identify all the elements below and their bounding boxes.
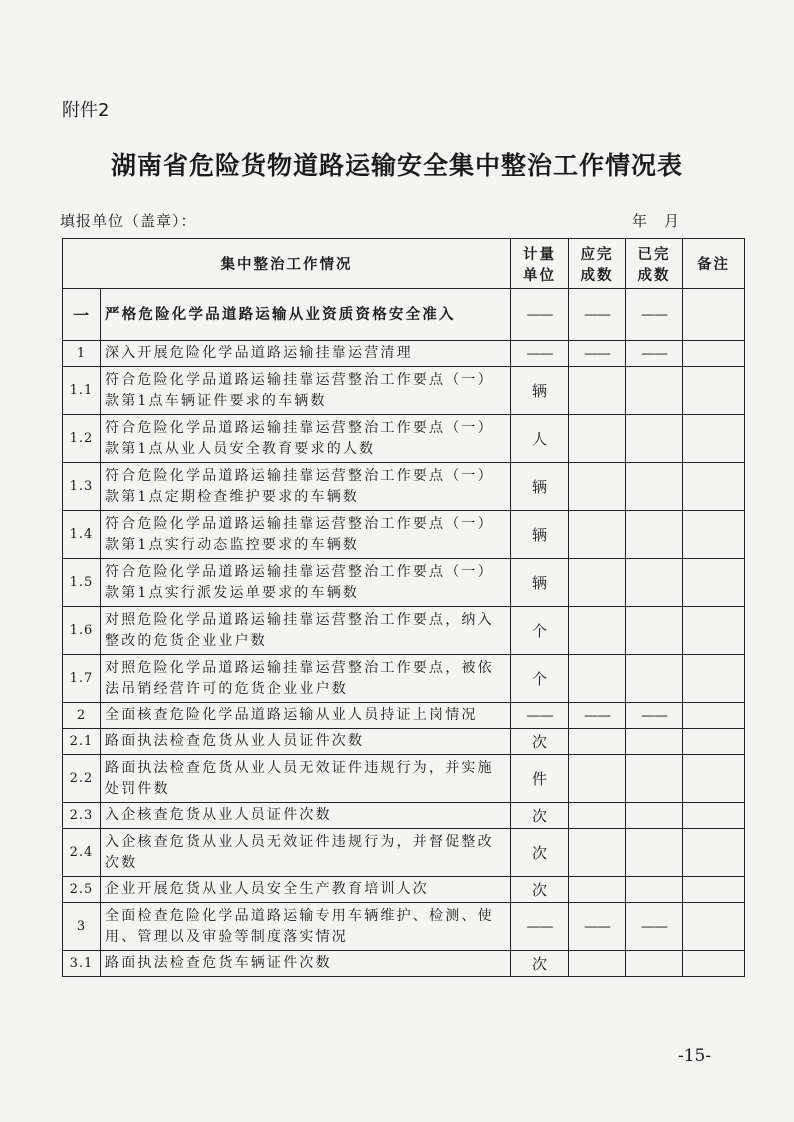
row-item: 路面执法检查危货从业人员无效证件违规行为，并实施处罚件数 — [101, 755, 511, 803]
table-row — [63, 289, 745, 341]
row-due — [569, 655, 626, 703]
row-unit: —— — [511, 903, 569, 951]
row-remark — [683, 703, 745, 729]
row-due — [569, 877, 626, 903]
row-number: 2.3 — [63, 803, 101, 829]
row-remark — [683, 803, 745, 829]
page-number: -15- — [678, 1046, 712, 1066]
date-label: 年 月 — [632, 212, 681, 230]
row-due: —— — [569, 703, 626, 729]
row-due — [569, 829, 626, 877]
table-row — [63, 755, 745, 803]
row-unit: 次 — [511, 877, 569, 903]
row-remark — [683, 829, 745, 877]
row-item: 符合危险化学品道路运输挂靠运营整治工作要点（一）款第1点实行动态监控要求的车辆数 — [101, 511, 511, 559]
row-item: 符合危险化学品道路运输挂靠运营整治工作要点（一）款第1点车辆证件要求的车辆数 — [101, 367, 511, 415]
row-done — [626, 607, 683, 655]
row-done — [626, 415, 683, 463]
row-number: 2 — [63, 703, 101, 729]
row-unit: 辆 — [511, 367, 569, 415]
row-done: —— — [626, 703, 683, 729]
table-row — [63, 341, 745, 367]
row-unit: 个 — [511, 655, 569, 703]
row-remark — [683, 415, 745, 463]
row-item: 路面执法检查危货车辆证件次数 — [101, 951, 511, 977]
row-unit: —— — [511, 289, 569, 341]
row-due: —— — [569, 341, 626, 367]
row-done: —— — [626, 289, 683, 341]
row-number: 1.6 — [63, 607, 101, 655]
row-remark — [683, 511, 745, 559]
header-due: 应完成数 — [569, 239, 626, 289]
row-done: —— — [626, 341, 683, 367]
row-done — [626, 367, 683, 415]
row-due — [569, 559, 626, 607]
row-item: 符合危险化学品道路运输挂靠运营整治工作要点（一）款第1点实行派发运单要求的车辆数 — [101, 559, 511, 607]
row-item: 符合危险化学品道路运输挂靠运营整治工作要点（一）款第1点定期检查维护要求的车辆数 — [101, 463, 511, 511]
row-unit: 次 — [511, 829, 569, 877]
row-remark — [683, 903, 745, 951]
row-number: 1.5 — [63, 559, 101, 607]
row-remark — [683, 951, 745, 977]
row-due — [569, 951, 626, 977]
row-item: 对照危险化学品道路运输挂靠运营整治工作要点，被依法吊销经营许可的危货企业业户数 — [101, 655, 511, 703]
table-row — [63, 951, 745, 977]
row-unit: 件 — [511, 755, 569, 803]
table-row — [63, 877, 745, 903]
row-unit: 辆 — [511, 559, 569, 607]
table-header-row — [63, 239, 745, 289]
row-unit: 辆 — [511, 463, 569, 511]
row-due — [569, 607, 626, 655]
table-row — [63, 655, 745, 703]
row-number: 一 — [63, 289, 101, 341]
row-remark — [683, 289, 745, 341]
row-number: 1.1 — [63, 367, 101, 415]
row-item: 对照危险化学品道路运输挂靠运营整治工作要点，纳入整改的危货企业业户数 — [101, 607, 511, 655]
row-unit: —— — [511, 703, 569, 729]
table-row — [63, 803, 745, 829]
row-item: 全面检查危险化学品道路运输专用车辆维护、检测、使用、管理以及审验等制度落实情况 — [101, 903, 511, 951]
row-number: 2.5 — [63, 877, 101, 903]
row-unit: 次 — [511, 951, 569, 977]
header-done: 已完成数 — [626, 239, 683, 289]
table-row — [63, 703, 745, 729]
table-row — [63, 415, 745, 463]
row-done: —— — [626, 903, 683, 951]
row-done — [626, 463, 683, 511]
row-number: 1.3 — [63, 463, 101, 511]
table-row — [63, 511, 745, 559]
table-row — [63, 559, 745, 607]
page-title: 湖南省危险货物道路运输安全集中整治工作情况表 — [110, 151, 683, 180]
row-item: 路面执法检查危货从业人员证件次数 — [101, 729, 511, 755]
row-due — [569, 803, 626, 829]
table-row — [63, 729, 745, 755]
row-remark — [683, 607, 745, 655]
row-remark — [683, 367, 745, 415]
row-unit: 次 — [511, 803, 569, 829]
row-number: 3.1 — [63, 951, 101, 977]
row-due — [569, 755, 626, 803]
row-number: 1.2 — [63, 415, 101, 463]
row-item: 企业开展危货从业人员安全生产教育培训人次 — [101, 877, 511, 903]
fill-info-row — [60, 210, 740, 231]
row-due — [569, 415, 626, 463]
row-number: 3 — [63, 903, 101, 951]
row-due: —— — [569, 903, 626, 951]
row-item: 入企核查危货从业人员无效证件违规行为，并督促整改次数 — [101, 829, 511, 877]
table-row — [63, 829, 745, 877]
row-done — [626, 655, 683, 703]
table-row — [63, 367, 745, 415]
row-item: 符合危险化学品道路运输挂靠运营整治工作要点（一）款第1点从业人员安全教育要求的人数 — [101, 415, 511, 463]
row-number: 1.7 — [63, 655, 101, 703]
row-due — [569, 511, 626, 559]
row-done — [626, 829, 683, 877]
row-remark — [683, 877, 745, 903]
row-unit: 次 — [511, 729, 569, 755]
row-due: —— — [569, 289, 626, 341]
table-row — [63, 903, 745, 951]
row-unit: 辆 — [511, 511, 569, 559]
row-done — [626, 729, 683, 755]
row-remark — [683, 341, 745, 367]
header-item: 集中整治工作情况 — [63, 239, 511, 289]
row-unit: —— — [511, 341, 569, 367]
row-done — [626, 559, 683, 607]
row-number: 2.4 — [63, 829, 101, 877]
row-done — [626, 877, 683, 903]
row-due — [569, 463, 626, 511]
row-remark — [683, 755, 745, 803]
row-due — [569, 367, 626, 415]
table-row — [63, 607, 745, 655]
row-item: 严格危险化学品道路运输从业资质资格安全准入 — [101, 289, 511, 341]
row-number: 2.1 — [63, 729, 101, 755]
header-remark: 备注 — [683, 239, 745, 289]
row-done — [626, 951, 683, 977]
row-remark — [683, 559, 745, 607]
row-unit: 个 — [511, 607, 569, 655]
row-done — [626, 511, 683, 559]
row-number: 2.2 — [63, 755, 101, 803]
row-remark — [683, 729, 745, 755]
row-item: 入企核查危货从业人员证件次数 — [101, 803, 511, 829]
row-item: 深入开展危险化学品道路运输挂靠运营清理 — [101, 341, 511, 367]
header-unit: 计量单位 — [511, 239, 569, 289]
table-row — [63, 463, 745, 511]
attachment-label: 附件2 — [62, 100, 110, 121]
row-number: 1.4 — [63, 511, 101, 559]
row-number: 1 — [63, 341, 101, 367]
row-due — [569, 729, 626, 755]
row-unit: 人 — [511, 415, 569, 463]
row-item: 全面核查危险化学品道路运输从业人员持证上岗情况 — [101, 703, 511, 729]
row-done — [626, 803, 683, 829]
row-done — [626, 755, 683, 803]
work-status-table — [62, 238, 745, 977]
row-remark — [683, 463, 745, 511]
row-remark — [683, 655, 745, 703]
fill-unit-label: 填报单位（盖章）： — [60, 212, 197, 230]
